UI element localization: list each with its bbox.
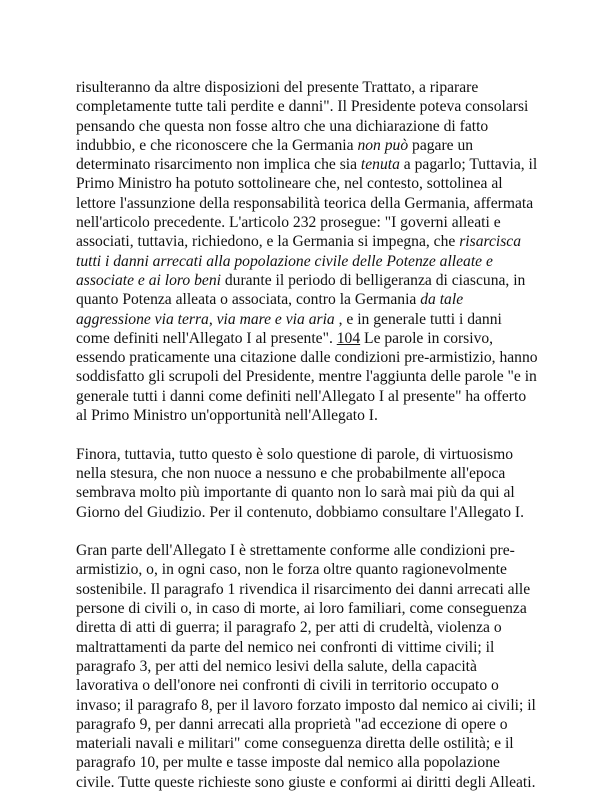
paragraph-2: Finora, tuttavia, tutto questo è solo questione di parole, di virtuosismo nella stesura, che non nuoce a nessuno e che probabilmente all'epoca sembrava molto più importante di quanto non lo sarà mai più da qui al Giorno del Giudizio. Per il contenuto, dobbiamo consultare l'Allegato I. xyxy=(76,445,525,521)
paragraph-1-text-6: Le parole in corsivo, essendo praticamente una citazione dalle condizioni pre-armistizio, hanno soddisfatto gli scrupoli del Presidente, mentre l'aggiunta delle parole "e in generale tutti i danni come definiti nell'Allegato I al presente" ha offerto al Primo Ministro un'opportunità nell'Allegato I. xyxy=(76,329,538,425)
italic-aggressione-quote: da tale aggressione via terra, via mare e via aria xyxy=(76,291,464,328)
paragraph-1 xyxy=(76,78,538,425)
footnote-link-104[interactable]: 104 xyxy=(336,329,361,347)
paragraph-1-text-3: a pagarlo; Tuttavia, il Primo Ministro ha potuto sottolineare che, nel contesto, sottolinea al lettore l'assunzione della responsabilità teorica della Germania, affermata nell'articolo precedente. L'articolo 232 prosegue: "I governi alleati e associati, tuttavia, richiedono, e la Germania si impegna, che xyxy=(76,156,538,251)
italic-risarcisca-quote: risarcisca tutti i danni arrecati alla popolazione civile delle Potenze alleate e associate e ai loro beni xyxy=(76,233,522,289)
paragraph-1-text-1: risulteranno da altre disposizioni del presente Trattato, a riparare completamente tutte tali perdite e danni". Il Presidente poteva consolarsi pensando che questa non fosse altro che una dichiarazione di fatto indubbio, e che riconoscere che la Germania xyxy=(76,79,529,154)
paragraph-1-text-2: pagare un determinato risarcimento non implica che sia xyxy=(76,136,474,174)
paragraph-3: Gran parte dell'Allegato I è strettamente conforme alle condizioni pre-armistizio, o, in ogni caso, non le forza oltre quanto ragionevolmente sostenibile. Il paragrafo 1 rivendica il risarcimento dei danni arrecati alle persone di civili o, in caso di morte, ai loro familiari, come conseguenza diretta di atti di guerra; il paragrafo 2, per atti di crudeltà, violenza o maltrattamenti da parte del nemico nei confronti di vittime civili; il paragrafo 3, per atti del nemico lesivi della salute, della capacità lavorativa o dell'onore nei confronti di civili in territorio occupato o invaso; il paragrafo 8, per il lavoro forzato imposto dal nemico ai civili; il paragrafo 9, per danni arrecati alla proprietà "ad eccezione di opere o materiali navali e militari" come conseguenza diretta delle ostilità; e il paragrafo 10, per multe e tasse imposte dal nemico alla popolazione civile. Tutte queste richieste sono giuste e conformi ai diritti degli Alleati. xyxy=(76,542,536,791)
document-page xyxy=(76,78,538,811)
paragraph-1-text-4: durante il periodo di belligeranza di ciascuna, in quanto Potenza alleata o associata, contro la Germania xyxy=(76,271,526,309)
italic-tenuta: tenuta xyxy=(360,156,400,174)
italic-non-puo: non può xyxy=(357,136,409,154)
paragraph-1-text-5: , e in generale tutti i danni come definiti nell'Allegato I al presente". xyxy=(76,310,502,347)
